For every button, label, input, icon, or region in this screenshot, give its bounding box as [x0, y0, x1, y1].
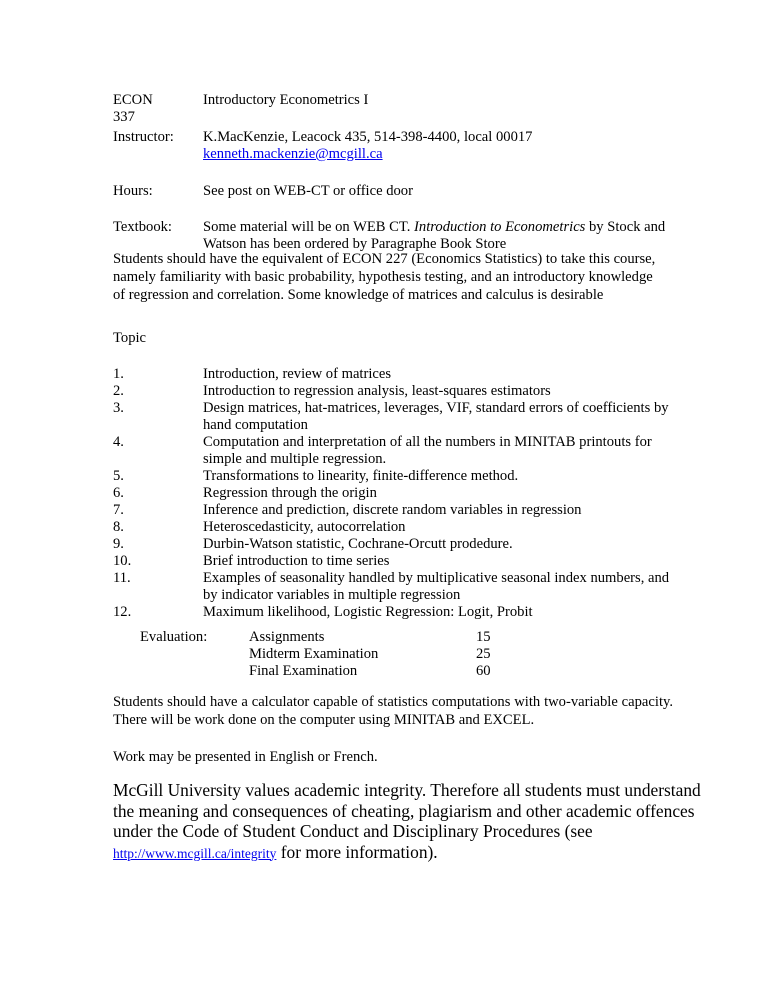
- evaluation-weights: [476, 629, 491, 680]
- evaluation-items: [249, 629, 378, 680]
- instructor-email-link[interactable]: kenneth.mackenzie@mcgill.ca: [203, 146, 383, 162]
- textbook-value: [203, 219, 683, 253]
- topic-item: [113, 383, 673, 400]
- topic-item: [113, 570, 673, 604]
- topic-number: 11.: [113, 570, 131, 586]
- topic-text: Inference and prediction, discrete random variables in regression: [203, 502, 582, 518]
- topic-text: Design matrices, hat-matrices, leverages, VIF, standard errors of coefficients by hand computation: [203, 400, 669, 433]
- topic-text: Heteroscedasticity, autocorrelation: [203, 519, 406, 535]
- topic-item: [113, 553, 673, 570]
- integrity-link[interactable]: http://www.mcgill.ca/integrity: [113, 845, 277, 861]
- topic-number: 10.: [113, 553, 132, 569]
- topic-number: 3.: [113, 400, 124, 416]
- topic-item: [113, 366, 673, 383]
- topic-text: Introduction, review of matrices: [203, 366, 392, 382]
- topic-text: Brief introduction to time series: [203, 553, 390, 569]
- evaluation-item-name: Final Examination: [249, 663, 358, 679]
- instructor-label: Instructor:: [113, 129, 174, 145]
- topic-number: 1.: [113, 366, 124, 382]
- prerequisites-paragraph: Students should have the equivalent of ECON 227 (Economics Statistics) to take this course, namely familiarity with basic probability, hypothesis testing, and an introductory knowledge of regression and correlation. Some knowledge of matrices and calculus is desirable: [113, 251, 656, 303]
- integrity-text-after: for more information).: [276, 841, 438, 862]
- language-paragraph: Work may be presented in English or French.: [113, 749, 378, 765]
- topic-text: Computation and interpretation of all the numbers in MINITAB printouts for simple and multiple regression.: [203, 434, 652, 467]
- topic-text: Introduction to regression analysis, least-squares estimators: [203, 383, 551, 399]
- evaluation-item-weight: 60: [476, 663, 491, 679]
- topic-number: 12.: [113, 604, 132, 620]
- topic-number: 4.: [113, 434, 124, 450]
- hours-value: See post on WEB-CT or office door: [203, 183, 413, 199]
- integrity-text-before: McGill University values academic integrity. Therefore all students must understand the meaning and consequences of cheating, plagiarism and other academic offences under the Code of Student Conduct and Disciplinary Procedures (see: [113, 780, 701, 841]
- instructor-details: K.MacKenzie, Leacock 435, 514-398-4400, local 00017: [203, 129, 533, 145]
- evaluation-item-name: Midterm Examination: [249, 646, 379, 662]
- instructor-value: [203, 129, 683, 163]
- textbook-text-after: by Stock and Watson has been ordered by Paragraphe Book Store: [203, 219, 666, 252]
- topic-number: 9.: [113, 536, 124, 552]
- topic-text: Examples of seasonality handled by multiplicative seasonal index numbers, and by indicator variables in multiple regression: [203, 570, 670, 603]
- topic-text: Transformations to linearity, finite-difference method.: [203, 468, 519, 484]
- topic-item: [113, 468, 673, 485]
- topic-item: [113, 485, 673, 502]
- topic-item: [113, 502, 673, 519]
- topic-item: [113, 536, 673, 553]
- evaluation-label: Evaluation:: [140, 629, 208, 645]
- topic-number: 6.: [113, 485, 124, 501]
- evaluation-item-weight: 25: [476, 646, 491, 662]
- topic-number: 8.: [113, 519, 124, 535]
- textbook-title: Introduction to Econometrics: [414, 219, 586, 235]
- topic-list: [113, 366, 673, 621]
- topic-text: Regression through the origin: [203, 485, 377, 501]
- course-code: ECON 337: [113, 92, 153, 125]
- topic-item: [113, 519, 673, 536]
- topic-text: Maximum likelihood, Logistic Regression: Logit, Probit: [203, 604, 533, 620]
- topic-number: 2.: [113, 383, 124, 399]
- topic-number: 7.: [113, 502, 124, 518]
- textbook-label: Textbook:: [113, 219, 172, 235]
- topic-text: Durbin-Watson statistic, Cochrane-Orcutt prodedure.: [203, 536, 513, 552]
- topic-item: [113, 604, 673, 621]
- calculator-paragraph: Students should have a calculator capable of statistics computations with two-variable capacity. There will be work done on the computer using MINITAB and EXCEL.: [113, 694, 673, 728]
- evaluation-item-weight: 15: [476, 629, 491, 645]
- topic-heading: Topic: [113, 330, 147, 346]
- topic-number: 5.: [113, 468, 124, 484]
- evaluation-item-name: Assignments: [249, 629, 325, 645]
- course-title: Introductory Econometrics I: [203, 92, 369, 108]
- topic-item: [113, 400, 673, 434]
- textbook-text-before: Some material will be on WEB CT.: [203, 219, 415, 235]
- hours-label: Hours:: [113, 183, 153, 199]
- integrity-paragraph: [113, 780, 713, 864]
- topic-item: [113, 434, 673, 468]
